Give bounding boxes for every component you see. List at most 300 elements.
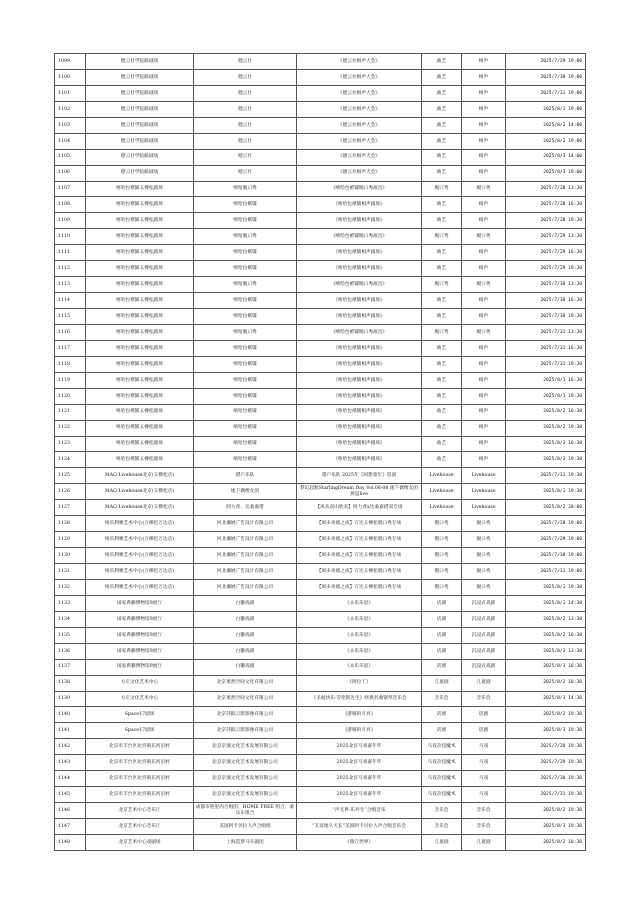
subcategory-cell: 相声	[462, 404, 506, 420]
venue-cell: 格乐利雅艺术中心(五棵松万达店)	[86, 564, 194, 580]
datetime-cell: 2025/7/30 19:30	[506, 309, 586, 325]
organizer-cell: 白辙戏剧	[194, 595, 297, 611]
subcategory-cell: 沉浸式戏剧	[462, 611, 506, 627]
venue-cell: 格乐利雅艺术中心(五棵松万达店)	[86, 579, 194, 595]
subcategory-cell: 话剧	[462, 707, 506, 723]
organizer-cell: 嘻哈包袱铺	[194, 388, 297, 404]
datetime-cell: 2025/7/29 19:30	[506, 755, 586, 771]
table-row	[55, 388, 586, 404]
subcategory-cell: 相声	[462, 117, 506, 133]
category-cell: 脱口秀	[422, 548, 462, 564]
table-row	[55, 245, 586, 261]
datetime-cell: 2025/7/31 19:30	[506, 787, 586, 803]
category-cell: 曲艺	[422, 420, 462, 436]
category-cell: 脱口秀	[422, 532, 462, 548]
datetime-cell: 2025/8/2 14:00	[506, 117, 586, 133]
datetime-cell: 2025/8/3 16:30	[506, 659, 586, 675]
row-number: 1106	[55, 165, 86, 181]
datetime-cell: 2025/7/28 13:30	[506, 181, 586, 197]
venue-cell: Space17剧场	[86, 707, 194, 723]
venue-cell: 嘻哈包袱铺五棵松剧场	[86, 452, 194, 468]
row-number: 1129	[55, 532, 86, 548]
venue-cell: MAO Livehouse北京(五棵松店)	[86, 468, 194, 484]
organizer-cell: 嘻哈脱口秀	[194, 181, 297, 197]
row-number: 1127	[55, 500, 86, 516]
row-number: 1128	[55, 516, 86, 532]
category-cell: 曲艺	[422, 197, 462, 213]
program-cell: “友谊地久天长”美国阿卡贝拉人声合唱音乐会	[297, 819, 422, 835]
program-cell: 《德云社相声大会》	[297, 149, 422, 165]
datetime-cell: 2025/7/30 16:30	[506, 293, 586, 309]
organizer-cell: 德云社	[194, 69, 297, 85]
organizer-cell: 嘻哈脱口秀	[194, 277, 297, 293]
row-number: 1136	[55, 643, 86, 659]
program-cell: 【周末喜剧之夜】万达五棵松脱口秀专场	[297, 579, 422, 595]
table-row	[55, 165, 586, 181]
venue-cell: 德云社学院路剧场	[86, 54, 194, 70]
performance-schedule-sheet	[54, 53, 585, 851]
category-cell: 话剧	[422, 643, 462, 659]
category-cell: Livehouse	[422, 484, 462, 500]
row-number: 1110	[55, 229, 86, 245]
venue-cell: 北京艺术中心音乐厅	[86, 819, 194, 835]
row-number: 1144	[55, 771, 86, 787]
organizer-cell: 德云社	[194, 165, 297, 181]
program-cell: 《嘻哈包袱铺相声剧场》	[297, 436, 422, 452]
subcategory-cell: 相声	[462, 340, 506, 356]
program-cell: 《嘻哈包袱铺相声剧场》	[297, 372, 422, 388]
subcategory-cell: 马戏	[462, 787, 506, 803]
organizer-cell: 嘻哈包袱铺	[194, 261, 297, 277]
row-number: 1113	[55, 277, 86, 293]
venue-cell: 北京艺术中心戏剧场	[86, 834, 194, 850]
row-number: 1137	[55, 659, 86, 675]
program-cell: 《嘻哈包袱铺相声剧场》	[297, 197, 422, 213]
venue-cell: 北京艺术中心音乐厅	[86, 803, 194, 819]
organizer-cell: 阿力普、达桑嘉措	[194, 500, 297, 516]
table-row	[55, 436, 586, 452]
datetime-cell: 2025/8/2 20:00	[506, 500, 586, 516]
venue-cell: 北京市丰台区北宫镇东河沿村	[86, 787, 194, 803]
program-cell: 《嘻哈包袱铺脱口秀演出》	[297, 277, 422, 293]
category-cell: 马戏杂技魔术	[422, 787, 462, 803]
subcategory-cell: Livehouse	[462, 500, 506, 516]
venue-cell: MAO Livehouse北京(五棵松店)	[86, 484, 194, 500]
organizer-cell: 河北珈展广告设计有限公司	[194, 532, 297, 548]
datetime-cell: 2025/7/29 19:00	[506, 54, 586, 70]
table-row	[55, 579, 586, 595]
program-cell: 《嘻哈包袱铺相声剧场》	[297, 388, 422, 404]
program-cell: 《德云社相声大会》	[297, 54, 422, 70]
organizer-cell: 河北珈展广告设计有限公司	[194, 579, 297, 595]
datetime-cell: 2025/8/3 14:30	[506, 691, 586, 707]
program-cell: 《德云社相声大会》	[297, 69, 422, 85]
table-row	[55, 324, 586, 340]
table-row	[55, 500, 586, 516]
datetime-cell: 2025/7/31 19:30	[506, 468, 586, 484]
subcategory-cell: 话剧	[462, 723, 506, 739]
organizer-cell: 地下偶像女团	[194, 484, 297, 500]
venue-cell: 国家典籍博物馆9展厅	[86, 611, 194, 627]
table-row	[55, 85, 586, 101]
datetime-cell: 2025/8/1 14:30	[506, 595, 586, 611]
venue-cell: 嘻哈包袱铺五棵松剧场	[86, 309, 194, 325]
datetime-cell: 2025/8/3 19:30	[506, 452, 586, 468]
venue-cell: 方庄文化艺术中心	[86, 691, 194, 707]
row-number: 1130	[55, 548, 86, 564]
category-cell: 曲艺	[422, 165, 462, 181]
subcategory-cell: 音乐会	[462, 819, 506, 835]
table-row	[55, 675, 586, 691]
organizer-cell: 北京果然空间文化有限公司	[194, 675, 297, 691]
program-cell: 《嘻哈包袱铺相声剧场》	[297, 452, 422, 468]
program-cell: 《嘻哈包袱铺相声剧场》	[297, 261, 422, 277]
organizer-cell: 嘻哈脱口秀	[194, 324, 297, 340]
datetime-cell: 2025/8/2 19:30	[506, 420, 586, 436]
subcategory-cell: 相声	[462, 69, 506, 85]
subcategory-cell: 脱口秀	[462, 516, 506, 532]
venue-cell: 国家典籍博物馆9展厅	[86, 659, 194, 675]
table-row	[55, 54, 586, 70]
subcategory-cell: 沉浸式戏剧	[462, 659, 506, 675]
program-cell: 《嘻哈包袱铺脱口秀演出》	[297, 181, 422, 197]
subcategory-cell: 音乐会	[462, 691, 506, 707]
row-number: 1118	[55, 356, 86, 372]
row-number: 1115	[55, 309, 86, 325]
subcategory-cell: 脱口秀	[462, 277, 506, 293]
program-cell: 《圣诞快乐·劳伦斯先生》经典名曲钢琴音乐会	[297, 691, 422, 707]
datetime-cell: 2025/8/1 19:30	[506, 579, 586, 595]
subcategory-cell: 脱口秀	[462, 181, 506, 197]
program-cell: 《永乐乐思》	[297, 643, 422, 659]
program-cell: 《永乐乐思》	[297, 659, 422, 675]
subcategory-cell: Livehouse	[462, 468, 506, 484]
table-row	[55, 643, 586, 659]
organizer-cell: 嘻哈包袱铺	[194, 245, 297, 261]
datetime-cell: 2025/7/31 19:00	[506, 85, 586, 101]
category-cell: 儿童剧	[422, 834, 462, 850]
organizer-cell: 河北珈展广告设计有限公司	[194, 548, 297, 564]
organizer-cell: 白辙戏剧	[194, 627, 297, 643]
program-cell: 2025北宫马戏嘉年华	[297, 755, 422, 771]
table-row	[55, 340, 586, 356]
subcategory-cell: 马戏	[462, 771, 506, 787]
organizer-cell: 北京果然空间文化有限公司	[194, 691, 297, 707]
venue-cell: 嘻哈包袱铺五棵松剧场	[86, 388, 194, 404]
subcategory-cell: 脱口秀	[462, 579, 506, 595]
table-row	[55, 404, 586, 420]
subcategory-cell: 相声	[462, 356, 506, 372]
organizer-cell: 嘻哈包袱铺	[194, 372, 297, 388]
datetime-cell: 2025/7/31 16:30	[506, 340, 586, 356]
organizer-cell: 猎户乐队	[194, 468, 297, 484]
organizer-cell: 嘻哈包袱铺	[194, 293, 297, 309]
subcategory-cell: 相声	[462, 54, 506, 70]
program-cell: 《德云社相声大会》	[297, 133, 422, 149]
category-cell: Livehouse	[422, 500, 462, 516]
table-row	[55, 723, 586, 739]
subcategory-cell: 相声	[462, 213, 506, 229]
row-number: 1121	[55, 404, 86, 420]
subcategory-cell: 相声	[462, 85, 506, 101]
category-cell: 话剧	[422, 723, 462, 739]
table-row	[55, 595, 586, 611]
table-row	[55, 691, 586, 707]
category-cell: 曲艺	[422, 117, 462, 133]
category-cell: 话剧	[422, 627, 462, 643]
program-cell: 《永乐乐思》	[297, 627, 422, 643]
category-cell: 脱口秀	[422, 181, 462, 197]
table-row	[55, 277, 586, 293]
category-cell: 脱口秀	[422, 277, 462, 293]
table-row	[55, 787, 586, 803]
organizer-cell: 嘻哈包袱铺	[194, 213, 297, 229]
venue-cell: 国家典籍博物馆9展厅	[86, 595, 194, 611]
venue-cell: 嘻哈包袱铺五棵松剧场	[86, 436, 194, 452]
row-number: 1139	[55, 691, 86, 707]
category-cell: 话剧	[422, 595, 462, 611]
row-number: 1131	[55, 564, 86, 580]
subcategory-cell: 音乐会	[462, 803, 506, 819]
venue-cell: 嘻哈包袱铺五棵松剧场	[86, 404, 194, 420]
organizer-cell: 嘻哈脱口秀	[194, 229, 297, 245]
table-row	[55, 484, 586, 500]
category-cell: Livehouse	[422, 468, 462, 484]
organizer-cell: 嘻哈包袱铺	[194, 309, 297, 325]
venue-cell: 方庄文化艺术中心	[86, 675, 194, 691]
row-number: 1147	[55, 819, 86, 835]
category-cell: 曲艺	[422, 309, 462, 325]
subcategory-cell: 相声	[462, 452, 506, 468]
subcategory-cell: 沉浸式戏剧	[462, 627, 506, 643]
row-number: 1132	[55, 579, 86, 595]
datetime-cell: 2025/8/3 13:30	[506, 643, 586, 659]
category-cell: 曲艺	[422, 436, 462, 452]
datetime-cell: 2025/7/31 19:30	[506, 356, 586, 372]
row-number: 1120	[55, 388, 86, 404]
category-cell: 脱口秀	[422, 564, 462, 580]
venue-cell: 德云社学院路剧场	[86, 101, 194, 117]
organizer-cell: 德云社	[194, 54, 297, 70]
program-cell: 【风从双山吹来】阿力普x达桑嘉措双专场	[297, 500, 422, 516]
category-cell: 曲艺	[422, 388, 462, 404]
program-cell: 《永乐乐思》	[297, 595, 422, 611]
organizer-cell: 北京萍踪云影影像有限公司	[194, 723, 297, 739]
subcategory-cell: 相声	[462, 197, 506, 213]
datetime-cell: 2025/8/1 19:30	[506, 484, 586, 500]
table-row	[55, 229, 586, 245]
organizer-cell: 嘻哈包袱铺	[194, 340, 297, 356]
category-cell: 音乐会	[422, 803, 462, 819]
organizer-cell: 北京京演文化艺术发展有限公司	[194, 787, 297, 803]
program-cell: 《嘻哈包袱铺相声剧场》	[297, 420, 422, 436]
row-number: 1141	[55, 723, 86, 739]
row-number: 1099	[55, 54, 86, 70]
datetime-cell: 2025/8/3 19:30	[506, 723, 586, 739]
subcategory-cell: 脱口秀	[462, 229, 506, 245]
program-cell: 《嘻哈包袱铺相声剧场》	[297, 340, 422, 356]
subcategory-cell: 相声	[462, 309, 506, 325]
organizer-cell: 白辙戏剧	[194, 643, 297, 659]
organizer-cell: 德云社	[194, 149, 297, 165]
datetime-cell: 2025/7/28 19:30	[506, 213, 586, 229]
performance-table	[54, 53, 586, 851]
subcategory-cell: 儿童剧	[462, 834, 506, 850]
subcategory-cell: 相声	[462, 293, 506, 309]
category-cell: 曲艺	[422, 452, 462, 468]
category-cell: 曲艺	[422, 101, 462, 117]
table-row	[55, 468, 586, 484]
program-cell: 【周末喜剧之夜】万达五棵松脱口秀专场	[297, 548, 422, 564]
organizer-cell: 北京京演文化艺术发展有限公司	[194, 771, 297, 787]
venue-cell: 嘻哈包袱铺五棵松剧场	[86, 213, 194, 229]
subcategory-cell: 马戏	[462, 755, 506, 771]
venue-cell: 德云社学院路剧场	[86, 165, 194, 181]
program-cell: 《德云社相声大会》	[297, 85, 422, 101]
row-number: 1111	[55, 245, 86, 261]
row-number: 1116	[55, 324, 86, 340]
venue-cell: MAO Livehouse北京(五棵松店)	[86, 500, 194, 516]
table-row	[55, 611, 586, 627]
program-cell: 《嘻哈包袱铺相声剧场》	[297, 356, 422, 372]
venue-cell: 德云社学院路剧场	[86, 133, 194, 149]
datetime-cell: 2025/7/29 19:30	[506, 261, 586, 277]
subcategory-cell: 相声	[462, 245, 506, 261]
table-row	[55, 819, 586, 835]
row-number: 1125	[55, 468, 86, 484]
table-row	[55, 293, 586, 309]
organizer-cell: 白辙戏剧	[194, 611, 297, 627]
venue-cell: 德云社学院路剧场	[86, 149, 194, 165]
row-number: 1123	[55, 436, 86, 452]
datetime-cell: 2025/8/1 19:00	[506, 101, 586, 117]
venue-cell: 德云社学院路剧场	[86, 69, 194, 85]
row-number: 1105	[55, 149, 86, 165]
row-number: 1126	[55, 484, 86, 500]
program-cell: 《嘻哈包袱铺相声剧场》	[297, 245, 422, 261]
datetime-cell: 2025/8/2 19:30	[506, 803, 586, 819]
program-cell: 《嘻哈包袱铺相声剧场》	[297, 213, 422, 229]
table-row	[55, 564, 586, 580]
organizer-cell: 北京京演文化艺术发展有限公司	[194, 755, 297, 771]
row-number: 1107	[55, 181, 86, 197]
venue-cell: 嘻哈包袱铺五棵松剧场	[86, 324, 194, 340]
category-cell: 马戏杂技魔术	[422, 739, 462, 755]
category-cell: 曲艺	[422, 356, 462, 372]
category-cell: 脱口秀	[422, 579, 462, 595]
datetime-cell: 2025/8/3 19:00	[506, 165, 586, 181]
subcategory-cell: 脱口秀	[462, 532, 506, 548]
organizer-cell: 上海造梦马车剧团	[194, 834, 297, 850]
datetime-cell: 2025/8/2 10:30	[506, 675, 586, 691]
subcategory-cell: 沉浸式戏剧	[462, 595, 506, 611]
datetime-cell: 2025/7/30 19:00	[506, 69, 586, 85]
category-cell: 曲艺	[422, 261, 462, 277]
venue-cell: 嘻哈包袱铺五棵松剧场	[86, 372, 194, 388]
datetime-cell: 2025/7/30 19:30	[506, 771, 586, 787]
program-cell: 2025北宫马戏嘉年华	[297, 771, 422, 787]
table-row	[55, 707, 586, 723]
table-row	[55, 548, 586, 564]
datetime-cell: 2025/8/2 16:30	[506, 627, 586, 643]
subcategory-cell: 相声	[462, 101, 506, 117]
venue-cell: 德云社学院路剧场	[86, 117, 194, 133]
category-cell: 话剧	[422, 707, 462, 723]
category-cell: 曲艺	[422, 69, 462, 85]
table-row	[55, 181, 586, 197]
subcategory-cell: 相声	[462, 420, 506, 436]
program-cell: 《嘻哈包袱铺脱口秀演出》	[297, 229, 422, 245]
venue-cell: 格乐利雅艺术中心(五棵松万达店)	[86, 548, 194, 564]
venue-cell: Space17剧场	[86, 723, 194, 739]
venue-cell: 嘻哈包袱铺五棵松剧场	[86, 293, 194, 309]
organizer-cell: 北京京演文化艺术发展有限公司	[194, 739, 297, 755]
venue-cell: 嘻哈包袱铺五棵松剧场	[86, 181, 194, 197]
subcategory-cell: 相声	[462, 436, 506, 452]
program-cell: 《永乐乐思》	[297, 611, 422, 627]
subcategory-cell: 相声	[462, 149, 506, 165]
organizer-cell: 嘻哈包袱铺	[194, 356, 297, 372]
datetime-cell: 2025/8/3 14:00	[506, 149, 586, 165]
program-cell: 《嘻哈包袱铺相声剧场》	[297, 404, 422, 420]
row-number: 1100	[55, 69, 86, 85]
datetime-cell: 2025/7/28 19:30	[506, 739, 586, 755]
subcategory-cell: 马戏	[462, 739, 506, 755]
datetime-cell: 2025/7/31 13:30	[506, 324, 586, 340]
row-number: 1104	[55, 133, 86, 149]
row-number: 1140	[55, 707, 86, 723]
row-number: 1148	[55, 834, 86, 850]
subcategory-cell: 相声	[462, 261, 506, 277]
table-row	[55, 516, 586, 532]
category-cell: 曲艺	[422, 85, 462, 101]
table-row	[55, 532, 586, 548]
organizer-cell: 德云社	[194, 101, 297, 117]
organizer-cell: 德云社	[194, 117, 297, 133]
organizer-cell: 北京萍踪云影影像有限公司	[194, 707, 297, 723]
program-cell: 《嘻哈包袱铺相声剧场》	[297, 293, 422, 309]
datetime-cell: 2025/8/3 19:30	[506, 819, 586, 835]
table-row	[55, 309, 586, 325]
venue-cell: 国家典籍博物馆9展厅	[86, 643, 194, 659]
venue-cell: 嘻哈包袱铺五棵松剧场	[86, 261, 194, 277]
table-row	[55, 69, 586, 85]
table-row	[55, 452, 586, 468]
category-cell: 曲艺	[422, 133, 462, 149]
subcategory-cell: 相声	[462, 388, 506, 404]
datetime-cell: 2025/7/28 16:30	[506, 197, 586, 213]
organizer-cell: 嘻哈包袱铺	[194, 197, 297, 213]
row-number: 1133	[55, 595, 86, 611]
row-number: 1119	[55, 372, 86, 388]
row-number: 1114	[55, 293, 86, 309]
category-cell: 话剧	[422, 659, 462, 675]
program-cell: 《游移的月亮》	[297, 723, 422, 739]
subcategory-cell: 相声	[462, 372, 506, 388]
venue-cell: 嘻哈包袱铺五棵松剧场	[86, 277, 194, 293]
subcategory-cell: 脱口秀	[462, 564, 506, 580]
row-number: 1108	[55, 197, 86, 213]
category-cell: 脱口秀	[422, 516, 462, 532]
datetime-cell: 2025/8/2 19:30	[506, 707, 586, 723]
venue-cell: 北京市丰台区北宫镇东河沿村	[86, 771, 194, 787]
table-row	[55, 117, 586, 133]
subcategory-cell: 脱口秀	[462, 548, 506, 564]
table-row	[55, 133, 586, 149]
datetime-cell: 2025/7/30 19:00	[506, 548, 586, 564]
organizer-cell: 美国阿卡贝拉人声合唱组	[194, 819, 297, 835]
category-cell: 曲艺	[422, 340, 462, 356]
